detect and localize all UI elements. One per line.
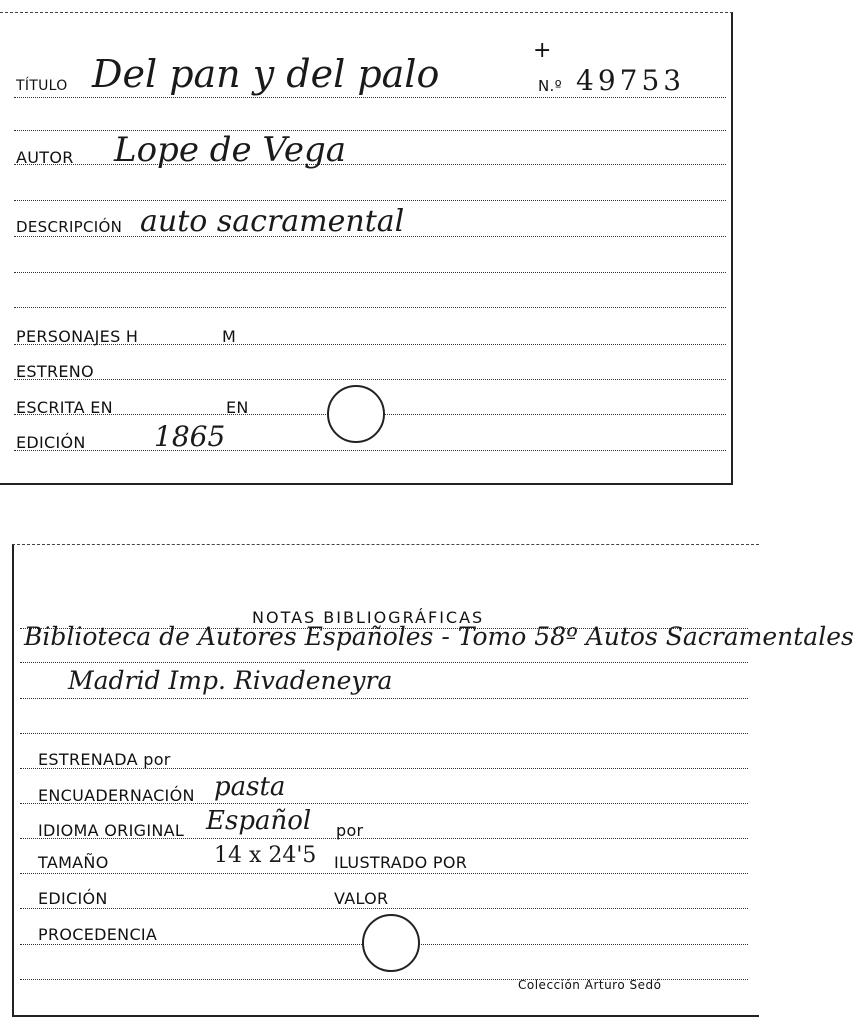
punch-hole bbox=[362, 914, 420, 972]
rule bbox=[20, 873, 748, 874]
rule bbox=[20, 698, 748, 699]
escrita-label: ESCRITA EN bbox=[16, 398, 113, 417]
valor-label: VALOR bbox=[334, 889, 389, 908]
notas-line-2: Madrid Imp. Rivadeneyra bbox=[68, 666, 393, 695]
notas-line-1: Biblioteca de Autores Españoles - Tomo 58º Autos Sacramentales bbox=[24, 622, 854, 651]
rule bbox=[20, 733, 748, 734]
tamano-label: TAMAÑO bbox=[38, 853, 109, 872]
edicion-value: 1865 bbox=[154, 420, 226, 453]
personajes-label: PERSONAJES H bbox=[16, 327, 139, 346]
personajes-m-label: M bbox=[222, 327, 237, 346]
edicion-label-bottom: EDICIÓN bbox=[38, 889, 108, 908]
rule bbox=[14, 307, 726, 308]
idioma-label: IDIOMA ORIGINAL bbox=[38, 821, 185, 840]
rule bbox=[14, 450, 726, 451]
procedencia-label: PROCEDENCIA bbox=[38, 925, 158, 944]
escrita-en-label: EN bbox=[226, 398, 249, 417]
encuadernacion-label: ENCUADERNACIÓN bbox=[38, 786, 195, 805]
rule bbox=[14, 379, 726, 380]
autor-label: AUTOR bbox=[16, 148, 74, 167]
tamano-value: 14 x 24'5 bbox=[214, 843, 317, 868]
rule bbox=[14, 200, 726, 201]
titulo-label: TÍTULO bbox=[16, 78, 68, 94]
cross-mark: + bbox=[533, 38, 552, 63]
punch-hole bbox=[327, 385, 385, 443]
idioma-por-label: por bbox=[336, 821, 364, 840]
descripcion-value: auto sacramental bbox=[140, 204, 405, 239]
titulo-value: Del pan y del palo bbox=[92, 52, 440, 96]
estrenada-label: ESTRENADA por bbox=[38, 750, 171, 769]
coleccion-footer: Colección Arturo Sedó bbox=[518, 978, 662, 992]
descripcion-label: DESCRIPCIÓN bbox=[16, 218, 123, 236]
rule bbox=[14, 97, 726, 98]
notas-label: NOTAS BIBLIOGRÁFICAS bbox=[252, 608, 485, 627]
autor-value: Lope de Vega bbox=[114, 130, 347, 170]
numero-label: N.º bbox=[538, 77, 562, 95]
rule bbox=[14, 272, 726, 273]
estreno-label: ESTRENO bbox=[16, 362, 94, 381]
encuadernacion-value: pasta bbox=[214, 772, 286, 802]
rule bbox=[20, 662, 748, 663]
numero-value: 49753 bbox=[576, 64, 686, 97]
ilustrado-label: ILUSTRADO POR bbox=[334, 853, 468, 872]
rule bbox=[20, 908, 748, 909]
idioma-value: Español bbox=[206, 806, 312, 836]
edicion-label: EDICIÓN bbox=[16, 433, 86, 452]
